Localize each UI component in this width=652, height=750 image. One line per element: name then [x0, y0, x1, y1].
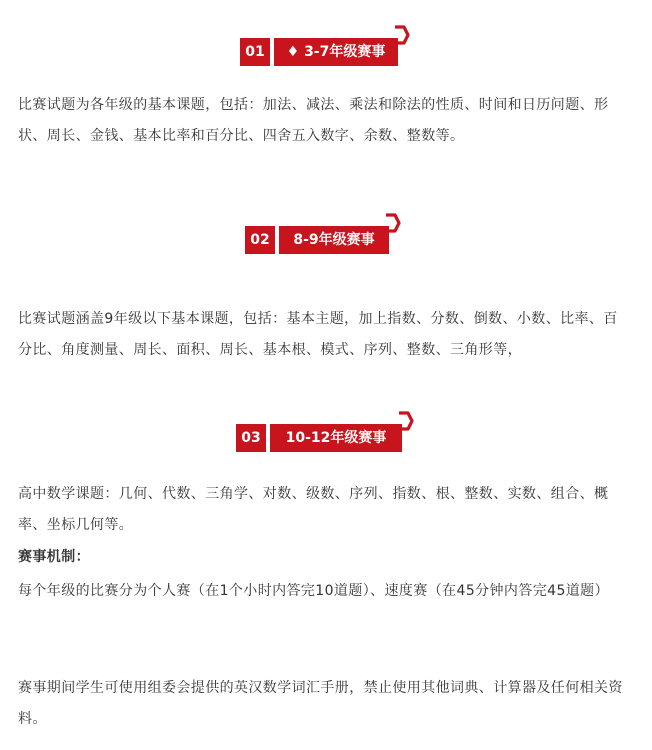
hexagon-outline-icon — [388, 24, 410, 46]
mechanism-notice: 赛事期间学生可使用组委会提供的英汉数学词汇手册，禁止使用其他词典、计算器及任何相关资料。 — [18, 680, 623, 727]
section-03-header — [236, 424, 426, 454]
mechanism-rule: 每个年级的比赛分为个人赛（在1个小时内答完10道题）、速度赛（在45分钟内答完45道题） — [18, 583, 609, 599]
section-02-header — [245, 226, 415, 256]
section-01-header — [240, 38, 420, 68]
section-title: 8-9年级赛事 — [279, 226, 389, 254]
section-01-body: 比赛试题为各年级的基本课题，包括：加法、减法、乘法和除法的性质、时间和日历问题、形状、周长、金钱、基本比率和百分比、四舍五入数字、余数、整数等。 — [18, 97, 609, 144]
hexagon-outline-icon — [392, 410, 414, 432]
section-number: 03 — [236, 424, 266, 452]
hexagon-outline-icon — [379, 212, 401, 234]
section-title: ♦ 3-7年级赛事 — [274, 38, 398, 66]
section-02-body: 比赛试题涵盖9年级以下基本课题，包括：基本主题，加上指数、分数、倒数、小数、比率、百分比、角度测量、周长、面积、周长、基本根、模式、序列、整数、三角形等， — [18, 311, 618, 358]
section-number: 01 — [240, 38, 270, 66]
section-03-body: 高中数学课题：几何、代数、三角学、对数、级数、序列、指数、根、整数、实数、组合、概率、坐标几何等。 — [18, 486, 609, 533]
section-number: 02 — [245, 226, 275, 254]
mechanism-heading: 赛事机制： — [18, 549, 90, 565]
section-title: 10-12年级赛事 — [270, 424, 402, 452]
